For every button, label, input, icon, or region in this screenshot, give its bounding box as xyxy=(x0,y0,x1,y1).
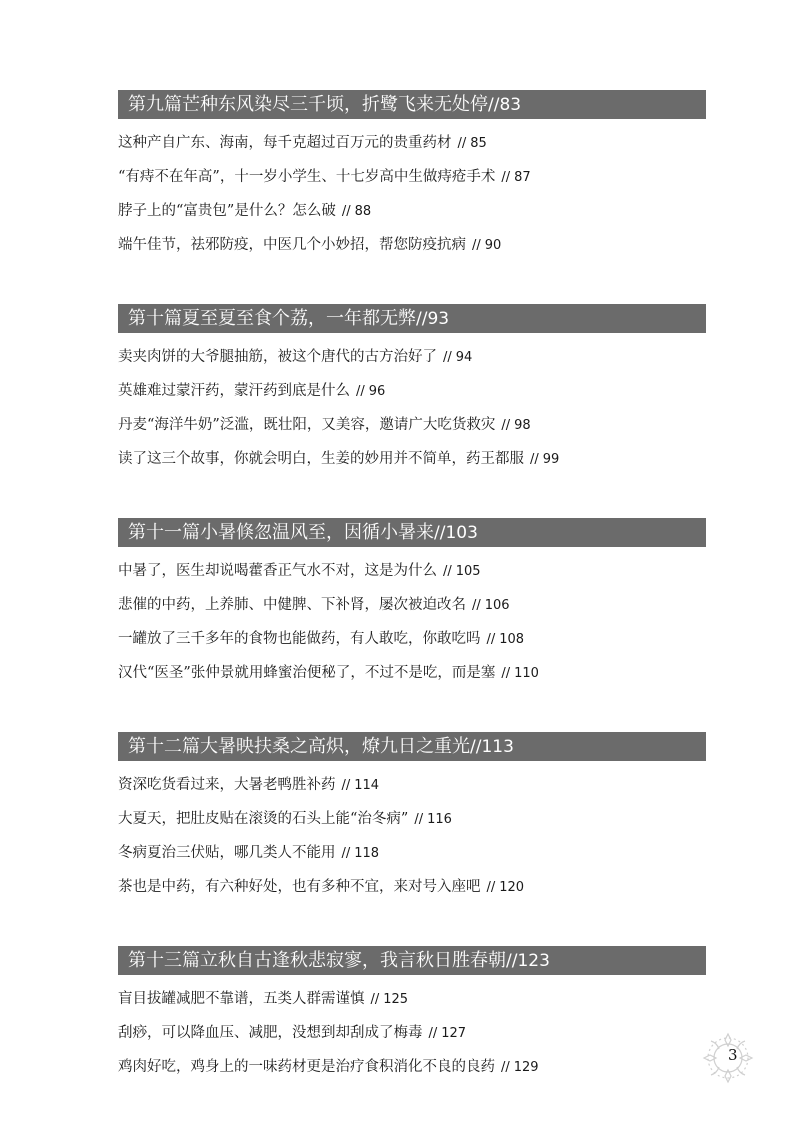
section-solar-term: 大暑 xyxy=(200,736,236,757)
entry-separator: // xyxy=(341,846,351,861)
toc-entry[interactable] xyxy=(118,774,706,808)
section-title: 映扶桑之高炽，燎九日之重光 xyxy=(236,736,470,757)
section-page-number: 103 xyxy=(445,523,478,543)
entry-title: 这种产自广东、海南，每千克超过百万元的贵重药材 xyxy=(118,135,452,151)
section-title: 夏至食个荔，一年都无弊 xyxy=(218,308,416,329)
entry-title: 中暑了，医生却说喝藿香正气水不对，这是为什么 xyxy=(118,563,437,579)
toc-entry[interactable] xyxy=(118,380,706,414)
toc-entry[interactable] xyxy=(118,988,706,1022)
entry-page-number: 105 xyxy=(455,564,481,579)
entry-separator: // xyxy=(457,136,467,151)
entry-page-number: 90 xyxy=(484,238,502,253)
entry-title: 茶也是中药，有六种好处，也有多种不宜，来对号入座吧 xyxy=(118,879,481,895)
entry-separator: // xyxy=(486,880,496,895)
entry-title: 端午佳节，祛邪防疫，中医几个小妙招，帮您防疫抗病 xyxy=(118,237,466,253)
entry-list xyxy=(118,560,706,696)
entry-separator: // xyxy=(356,384,365,399)
entry-title: 冬病夏治三伏贴，哪几类人不能用 xyxy=(118,845,336,861)
entry-title: 大夏天，把肚皮贴在滚烫的石头上能“治冬病” xyxy=(118,811,409,827)
section-number: 第十二篇 xyxy=(128,736,200,757)
section-page-number: 113 xyxy=(481,737,514,757)
entry-list xyxy=(118,132,706,268)
toc-entry[interactable] xyxy=(118,346,706,380)
entry-separator: // xyxy=(501,1060,510,1075)
entry-separator: // xyxy=(501,418,511,433)
entry-separator: // xyxy=(414,812,424,827)
toc-section xyxy=(118,90,706,268)
entry-page-number: 108 xyxy=(499,632,525,647)
toc-section xyxy=(118,518,706,696)
toc-entry[interactable] xyxy=(118,1022,706,1056)
toc-entry[interactable] xyxy=(118,560,706,594)
section-separator: // xyxy=(434,523,446,543)
entry-page-number: 87 xyxy=(514,170,531,185)
section-header[interactable] xyxy=(118,518,706,547)
entry-separator: // xyxy=(443,564,452,579)
entry-page-number: 120 xyxy=(499,880,525,895)
toc-entry[interactable] xyxy=(118,234,706,268)
entry-separator: // xyxy=(443,350,452,365)
entry-list xyxy=(118,346,706,482)
entry-title: “有痔不在年高”，十一岁小学生、十七岁高中生做痔疮手术 xyxy=(118,169,496,185)
entry-page-number: 85 xyxy=(470,136,487,151)
entry-page-number: 116 xyxy=(427,812,452,827)
entry-page-number: 129 xyxy=(513,1060,539,1075)
entry-page-number: 118 xyxy=(354,846,380,861)
section-header[interactable] xyxy=(118,304,706,333)
toc-entry[interactable] xyxy=(118,594,706,628)
section-separator: // xyxy=(470,737,482,757)
entry-page-number: 127 xyxy=(441,1026,467,1041)
toc-entry[interactable] xyxy=(118,1056,706,1090)
toc-section xyxy=(118,946,706,1090)
toc-entry[interactable] xyxy=(118,662,706,696)
table-of-contents xyxy=(118,90,706,1126)
toc-entry[interactable] xyxy=(118,876,706,910)
entry-title: 鸡肉好吃，鸡身上的一味药材更是治疗食积消化不良的良药 xyxy=(118,1059,495,1075)
section-solar-term: 夏至 xyxy=(182,308,218,329)
section-solar-term: 立秋 xyxy=(200,950,236,971)
section-title: 自古逢秋悲寂寥，我言秋日胜春朝 xyxy=(236,950,506,971)
entry-page-number: 114 xyxy=(354,778,380,793)
entry-title: 英雄难过蒙汗药，蒙汗药到底是什么 xyxy=(118,383,350,399)
section-page-number: 83 xyxy=(499,95,522,115)
entry-list xyxy=(118,988,706,1090)
section-separator: // xyxy=(488,95,500,115)
entry-separator: // xyxy=(501,666,511,681)
section-solar-term: 芒种 xyxy=(182,94,218,115)
entry-separator: // xyxy=(341,204,351,219)
entry-title: 资深吃货看过来，大暑老鸭胜补药 xyxy=(118,777,336,793)
entry-title: 卖夹肉饼的大爷腿抽筋，被这个唐代的古方治好了 xyxy=(118,349,437,365)
toc-section xyxy=(118,732,706,910)
entry-page-number: 99 xyxy=(542,452,560,467)
entry-page-number: 88 xyxy=(354,204,372,219)
entry-title: 一罐放了三千多年的食物也能做药，有人敢吃，你敢吃吗 xyxy=(118,631,481,647)
entry-title: 脖子上的“富贵包”是什么？怎么破 xyxy=(118,203,336,219)
entry-title: 丹麦“海洋牛奶”泛滥，既壮阳，又美容，邀请广大吃货救灾 xyxy=(118,417,496,433)
entry-page-number: 125 xyxy=(383,992,409,1007)
entry-separator: // xyxy=(370,992,380,1007)
entry-separator: // xyxy=(530,452,539,467)
section-header[interactable] xyxy=(118,90,706,119)
toc-section xyxy=(118,304,706,482)
toc-entry[interactable] xyxy=(118,628,706,662)
entry-list xyxy=(118,774,706,910)
section-title: 倏忽温风至，因循小暑来 xyxy=(236,522,434,543)
entry-title: 读了这三个故事，你就会明白，生姜的妙用并不简单，药王都服 xyxy=(118,451,524,467)
toc-entry[interactable] xyxy=(118,808,706,842)
section-number: 第十篇 xyxy=(128,308,182,329)
section-header[interactable] xyxy=(118,732,706,761)
entry-page-number: 110 xyxy=(514,666,539,681)
entry-separator: // xyxy=(472,238,481,253)
entry-separator: // xyxy=(428,1026,438,1041)
page-number: 3 xyxy=(728,1046,738,1064)
section-page-number: 93 xyxy=(427,309,450,329)
entry-separator: // xyxy=(501,170,511,185)
entry-page-number: 96 xyxy=(368,384,386,399)
toc-entry[interactable] xyxy=(118,842,706,876)
section-solar-term: 小暑 xyxy=(200,522,236,543)
entry-page-number: 98 xyxy=(514,418,531,433)
entry-separator: // xyxy=(486,632,496,647)
section-number: 第十三篇 xyxy=(128,950,200,971)
toc-entry[interactable] xyxy=(118,166,706,200)
entry-separator: // xyxy=(472,598,481,613)
section-number: 第十一篇 xyxy=(128,522,200,543)
entry-title: 悲催的中药，上养肺、中健脾、下补肾，屡次被迫改名 xyxy=(118,597,466,613)
toc-entry[interactable] xyxy=(118,414,706,448)
section-title: 东风染尽三千顷，折鹭飞来无处停 xyxy=(218,94,488,115)
section-header[interactable] xyxy=(118,946,706,975)
entry-title: 汉代“医圣”张仲景就用蜂蜜治便秘了，不过不是吃，而是塞 xyxy=(118,665,496,681)
toc-entry[interactable] xyxy=(118,448,706,482)
entry-title: 盲目拔罐减肥不靠谱，五类人群需谨慎 xyxy=(118,991,365,1007)
section-number: 第九篇 xyxy=(128,94,182,115)
toc-entry[interactable] xyxy=(118,200,706,234)
entry-page-number: 106 xyxy=(484,598,510,613)
section-page-number: 123 xyxy=(517,951,550,971)
section-separator: // xyxy=(506,951,518,971)
entry-title: 刮痧，可以降血压、减肥，没想到却刮成了梅毒 xyxy=(118,1025,423,1041)
entry-page-number: 94 xyxy=(455,350,473,365)
entry-separator: // xyxy=(341,778,351,793)
section-separator: // xyxy=(416,309,428,329)
toc-entry[interactable] xyxy=(118,132,706,166)
